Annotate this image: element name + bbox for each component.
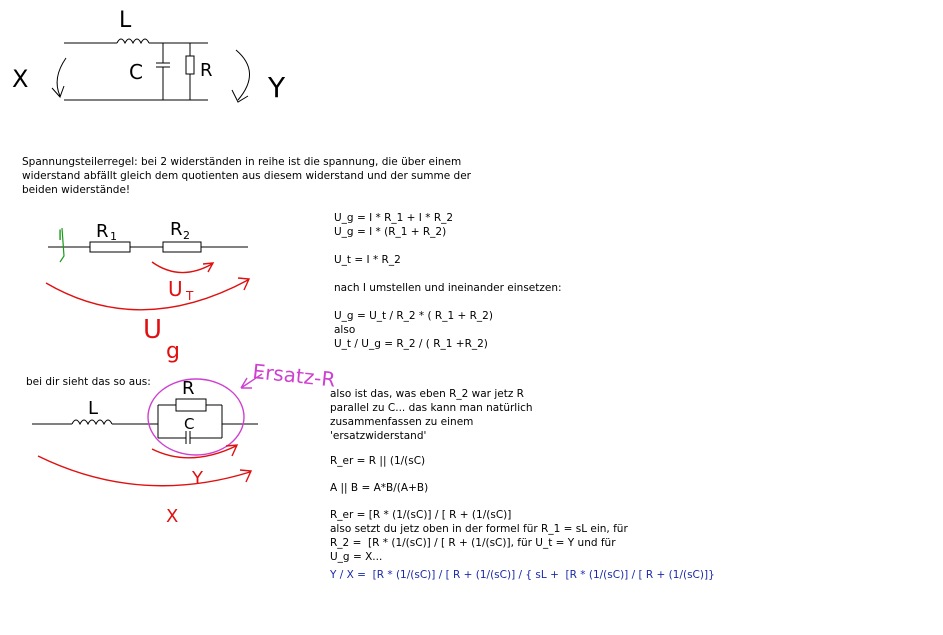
equation-ug-factored: U_g = I * (R_1 + R_2) (334, 226, 447, 238)
ersatz-circle (148, 379, 244, 455)
sketch1-inductor-label: L (119, 8, 132, 33)
sketch3-intro: bei dir sieht das so aus: (26, 376, 151, 388)
equation-ug-substituted: U_g = U_t / R_2 * ( R_1 + R_2) (334, 310, 493, 322)
substitution-line-3: U_g = X... (330, 551, 383, 563)
equation-rer-parallel: R_er = R || (1/(sC) (330, 455, 426, 467)
sketch1-capacitor-label: C (129, 60, 143, 84)
sketch3-output-label: Y (192, 468, 203, 489)
sketch1-resistor-label: R (200, 60, 213, 81)
equation-parallel-rule: A || B = A*B/(A+B) (330, 482, 429, 494)
ersatz-label: Ersatz-R (251, 359, 337, 392)
sketch3-resistor-label: R (182, 378, 195, 399)
equation-ut: U_t = I * R_2 (334, 254, 401, 266)
r2-label: R (170, 219, 183, 240)
sketch3-capacitor-label: C (184, 415, 195, 433)
ut-label: U (168, 277, 183, 301)
sketch3-inductor-label: L (88, 398, 99, 419)
voltage-arrows (46, 262, 249, 310)
resistor-body (186, 56, 194, 74)
also-text: also (334, 324, 356, 336)
resistor-r1 (90, 242, 130, 252)
rule-line-3: beiden widerstände! (22, 184, 131, 196)
equation-ug-sum: U_g = I * R_1 + I * R_2 (334, 212, 454, 224)
ug-label: U (143, 315, 163, 345)
explanation-line-2: parallel zu C... das kann man natürlich (330, 402, 533, 414)
explanation-line-1: also ist das, was eben R_2 war jetz R (330, 388, 524, 400)
equation-rer-expanded: R_er = [R * (1/(sC)] / [ R + (1/(sC)] (330, 509, 512, 521)
explanation-line-4: 'ersatzwiderstand' (330, 430, 427, 442)
ut-subscript: T (186, 289, 194, 303)
equation-ratio: U_t / U_g = R_2 / ( R_1 +R_2) (334, 338, 488, 350)
substitution-line-1: also setzt du jetz oben in der formel für R_1 = sL ein, für (330, 523, 628, 535)
current-label: I (58, 228, 63, 244)
ug-subscript: g (166, 339, 180, 364)
r2-subscript: 2 (183, 229, 190, 242)
substitution-line-2: R_2 = [R * (1/(sC)] / [ R + (1/(sC)], für U_t = Y und für (330, 537, 616, 549)
ut-arrow (152, 262, 213, 273)
sketch1-output-label: Y (268, 71, 286, 104)
sketch1-input-label: X (12, 65, 29, 93)
rearrange-note: nach I umstellen und ineinander einsetzen: (334, 282, 562, 294)
ug-arrow (46, 278, 249, 310)
x-arrow (38, 456, 251, 486)
output-arrow (232, 50, 250, 102)
inductor-coil (72, 420, 112, 424)
resistor-body (176, 399, 206, 411)
sketch3-input-label: X (166, 506, 179, 527)
r1-label: R (96, 221, 109, 242)
rule-line-1: Spannungsteilerregel: bei 2 widerständen in reihe ist die spannung, die über einem (22, 156, 462, 168)
result-equation: Y / X = [R * (1/(sC)] / [ R + (1/(sC)] / { sL + [R * (1/(sC)] / [ R + (1/(sC)]} (330, 569, 715, 581)
rule-line-2: widerstand abfällt gleich dem quotienten aus diesem widerstand und der summe der (22, 170, 471, 182)
explanation-line-3: zusammenfassen zu einem (330, 416, 474, 428)
input-arrow (52, 58, 66, 97)
resistor-r2 (163, 242, 201, 252)
circuit-sketch-1 (52, 39, 250, 102)
circuit-sketch-2 (48, 242, 248, 252)
r1-subscript: 1 (110, 230, 117, 243)
y-arrow (152, 445, 237, 458)
circuit-sketch-3 (32, 399, 258, 444)
inductor-coil (117, 39, 149, 43)
